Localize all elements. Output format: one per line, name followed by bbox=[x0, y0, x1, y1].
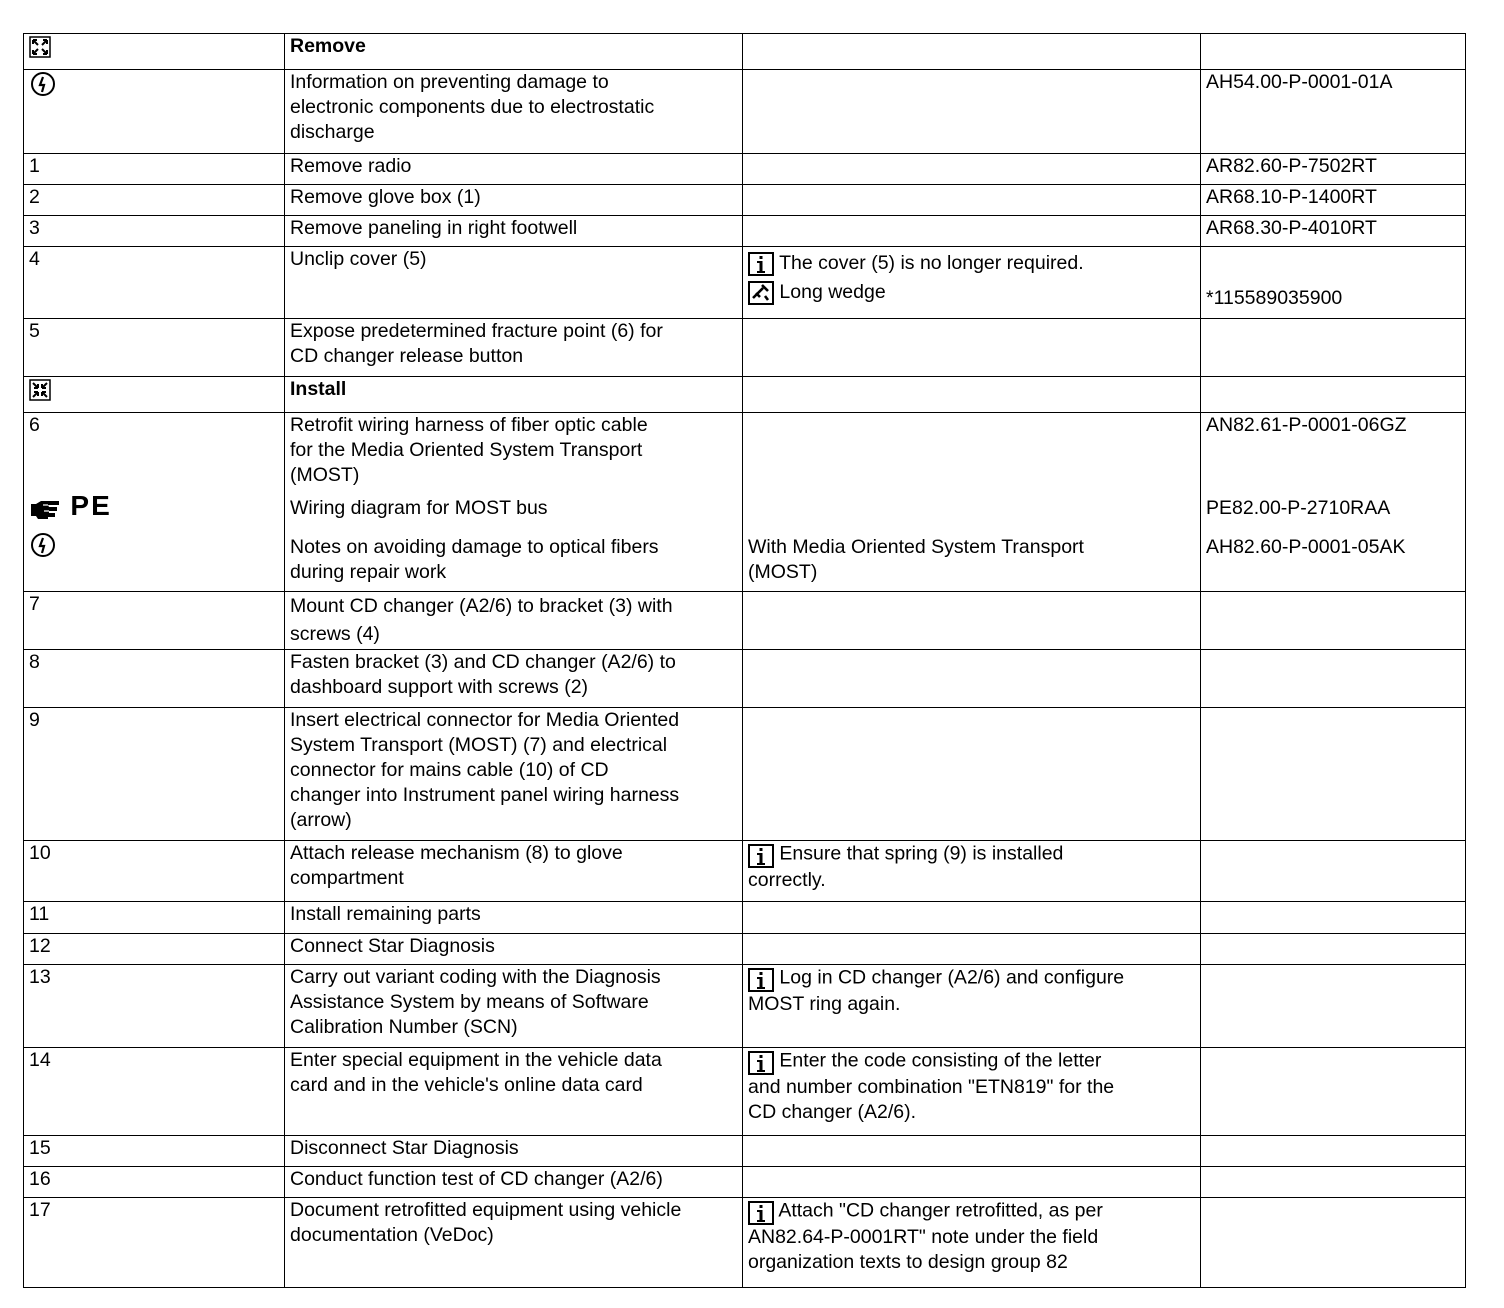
step-number: 14 bbox=[29, 1049, 51, 1071]
step-number: 16 bbox=[29, 1168, 51, 1190]
table-row-remove-header bbox=[24, 34, 1466, 70]
special-tool-icon bbox=[748, 281, 774, 305]
step-text: Connect Star Diagnosis bbox=[290, 935, 495, 957]
step-text: Remove paneling in right footwell bbox=[290, 217, 578, 239]
step-number: 1 bbox=[29, 155, 40, 177]
table-row bbox=[24, 216, 1466, 247]
table-row bbox=[24, 592, 1466, 650]
step-text: Insert electrical connector for Media Oriented System Transport (MOST) (7) and electrical connector for mains cable (10) of CD changer into Instrument panel wiring harness (arrow) bbox=[290, 709, 680, 831]
note-text: Log in CD changer (A2/6) and configure MOST ring again. bbox=[748, 966, 1125, 1015]
step-number: 5 bbox=[29, 320, 40, 342]
procedure-table bbox=[23, 33, 1466, 1288]
note-text: Enter the code consisting of the letter and number combination "ETN819" for the CD changer (A2/6). bbox=[748, 1049, 1115, 1123]
step-number: 8 bbox=[29, 651, 40, 673]
step-ref: AR68.10-P-1400RT bbox=[1206, 186, 1377, 208]
note-text: Ensure that spring (9) is installed correctly. bbox=[748, 842, 1064, 891]
table-row bbox=[24, 1198, 1466, 1288]
install-section-icon bbox=[29, 379, 51, 401]
step-ref: AN82.61-P-0001-06GZ bbox=[1206, 414, 1407, 436]
step-text: Install remaining parts bbox=[290, 903, 481, 925]
step-number: 15 bbox=[29, 1137, 51, 1159]
step-number: 7 bbox=[29, 593, 40, 615]
step-number: 9 bbox=[29, 709, 40, 731]
step-number: 3 bbox=[29, 217, 40, 239]
remove-icon-cell bbox=[24, 34, 285, 70]
table-row bbox=[24, 965, 1466, 1048]
step-ref: AR68.30-P-4010RT bbox=[1206, 217, 1377, 239]
esd-ref: AH54.00-P-0001-01A bbox=[1206, 71, 1393, 93]
step-text: Attach release mechanism (8) to glove compartment bbox=[290, 842, 623, 889]
info-icon bbox=[748, 844, 774, 868]
wiring-ref: PE82.00-P-2710RAA bbox=[1206, 497, 1391, 519]
step-text: Document retrofitted equipment using vehicle documentation (VeDoc) bbox=[290, 1199, 682, 1246]
table-row bbox=[24, 185, 1466, 216]
fiber-ref: AH82.60-P-0001-05AK bbox=[1206, 536, 1406, 558]
step-number: 6 bbox=[29, 414, 40, 436]
step-text: Expose predetermined fracture point (6) for CD changer release button bbox=[290, 320, 663, 367]
tool-ref: *115589035900 bbox=[1206, 287, 1343, 309]
pe-reference-marker bbox=[29, 490, 279, 531]
table-row bbox=[24, 413, 1466, 592]
pe-label: PE bbox=[70, 490, 112, 521]
install-heading: Install bbox=[285, 377, 743, 413]
note-text: Attach "CD changer retrofitted, as per AN82.64-P-0001RT" note under the field organization texts to design group 82 bbox=[748, 1199, 1103, 1273]
step-text: Fasten bracket (3) and CD changer (A2/6) to dashboard support with screws (2) bbox=[290, 651, 676, 698]
note-text: The cover (5) is no longer required. bbox=[779, 252, 1084, 274]
esd-text: Information on preventing damage to electronic components due to electrostatic discharge bbox=[290, 71, 655, 143]
info-icon bbox=[748, 1051, 774, 1075]
info-icon bbox=[748, 968, 774, 992]
step-text: Mount CD changer (A2/6) to bracket (3) with screws (4) bbox=[290, 595, 673, 645]
install-icon-cell bbox=[24, 377, 285, 413]
caution-fiber-icon bbox=[29, 531, 57, 559]
fiber-text: Notes on avoiding damage to optical fibers during repair work bbox=[290, 536, 659, 583]
caution-esd-icon bbox=[29, 70, 57, 98]
step-text: Retrofit wiring harness of fiber optic cable for the Media Oriented System Transport (MOST) bbox=[290, 414, 648, 486]
fiber-note: With Media Oriented System Transport (MOST) bbox=[748, 536, 1084, 583]
step-text: Remove glove box (1) bbox=[290, 186, 481, 208]
step-number: 17 bbox=[29, 1199, 51, 1221]
step-text: Disconnect Star Diagnosis bbox=[290, 1137, 519, 1159]
table-row bbox=[24, 934, 1466, 965]
remove-section-icon bbox=[29, 36, 51, 58]
table-row bbox=[24, 902, 1466, 934]
step-ref: AR82.60-P-7502RT bbox=[1206, 155, 1377, 177]
table-row-esd bbox=[24, 70, 1466, 154]
pointing-hand-icon bbox=[29, 498, 65, 522]
table-row bbox=[24, 1167, 1466, 1198]
step-number: 4 bbox=[29, 248, 40, 270]
step-text: Enter special equipment in the vehicle data card and in the vehicle's online data card bbox=[290, 1049, 662, 1096]
table-row bbox=[24, 154, 1466, 185]
step-text: Remove radio bbox=[290, 155, 412, 177]
remove-heading: Remove bbox=[285, 34, 743, 70]
step-text: Unclip cover (5) bbox=[290, 248, 427, 270]
info-icon bbox=[748, 252, 774, 276]
step-number: 2 bbox=[29, 186, 40, 208]
step-number: 13 bbox=[29, 966, 51, 988]
table-row bbox=[24, 650, 1466, 708]
step-number: 10 bbox=[29, 842, 51, 864]
step-text: Conduct function test of CD changer (A2/6) bbox=[290, 1168, 663, 1190]
wiring-text: Wiring diagram for MOST bus bbox=[290, 497, 548, 519]
step-number: 11 bbox=[29, 903, 50, 925]
info-icon bbox=[748, 1201, 774, 1225]
tool-text: Long wedge bbox=[779, 281, 886, 303]
table-row bbox=[24, 708, 1466, 841]
table-row bbox=[24, 1048, 1466, 1136]
table-row bbox=[24, 841, 1466, 902]
table-row bbox=[24, 1136, 1466, 1167]
table-row bbox=[24, 247, 1466, 319]
table-row-install-header bbox=[24, 377, 1466, 413]
step-text: Carry out variant coding with the Diagnosis Assistance System by means of Software Calibration Number (SCN) bbox=[290, 966, 661, 1038]
table-row bbox=[24, 319, 1466, 377]
step-number: 12 bbox=[29, 935, 51, 957]
